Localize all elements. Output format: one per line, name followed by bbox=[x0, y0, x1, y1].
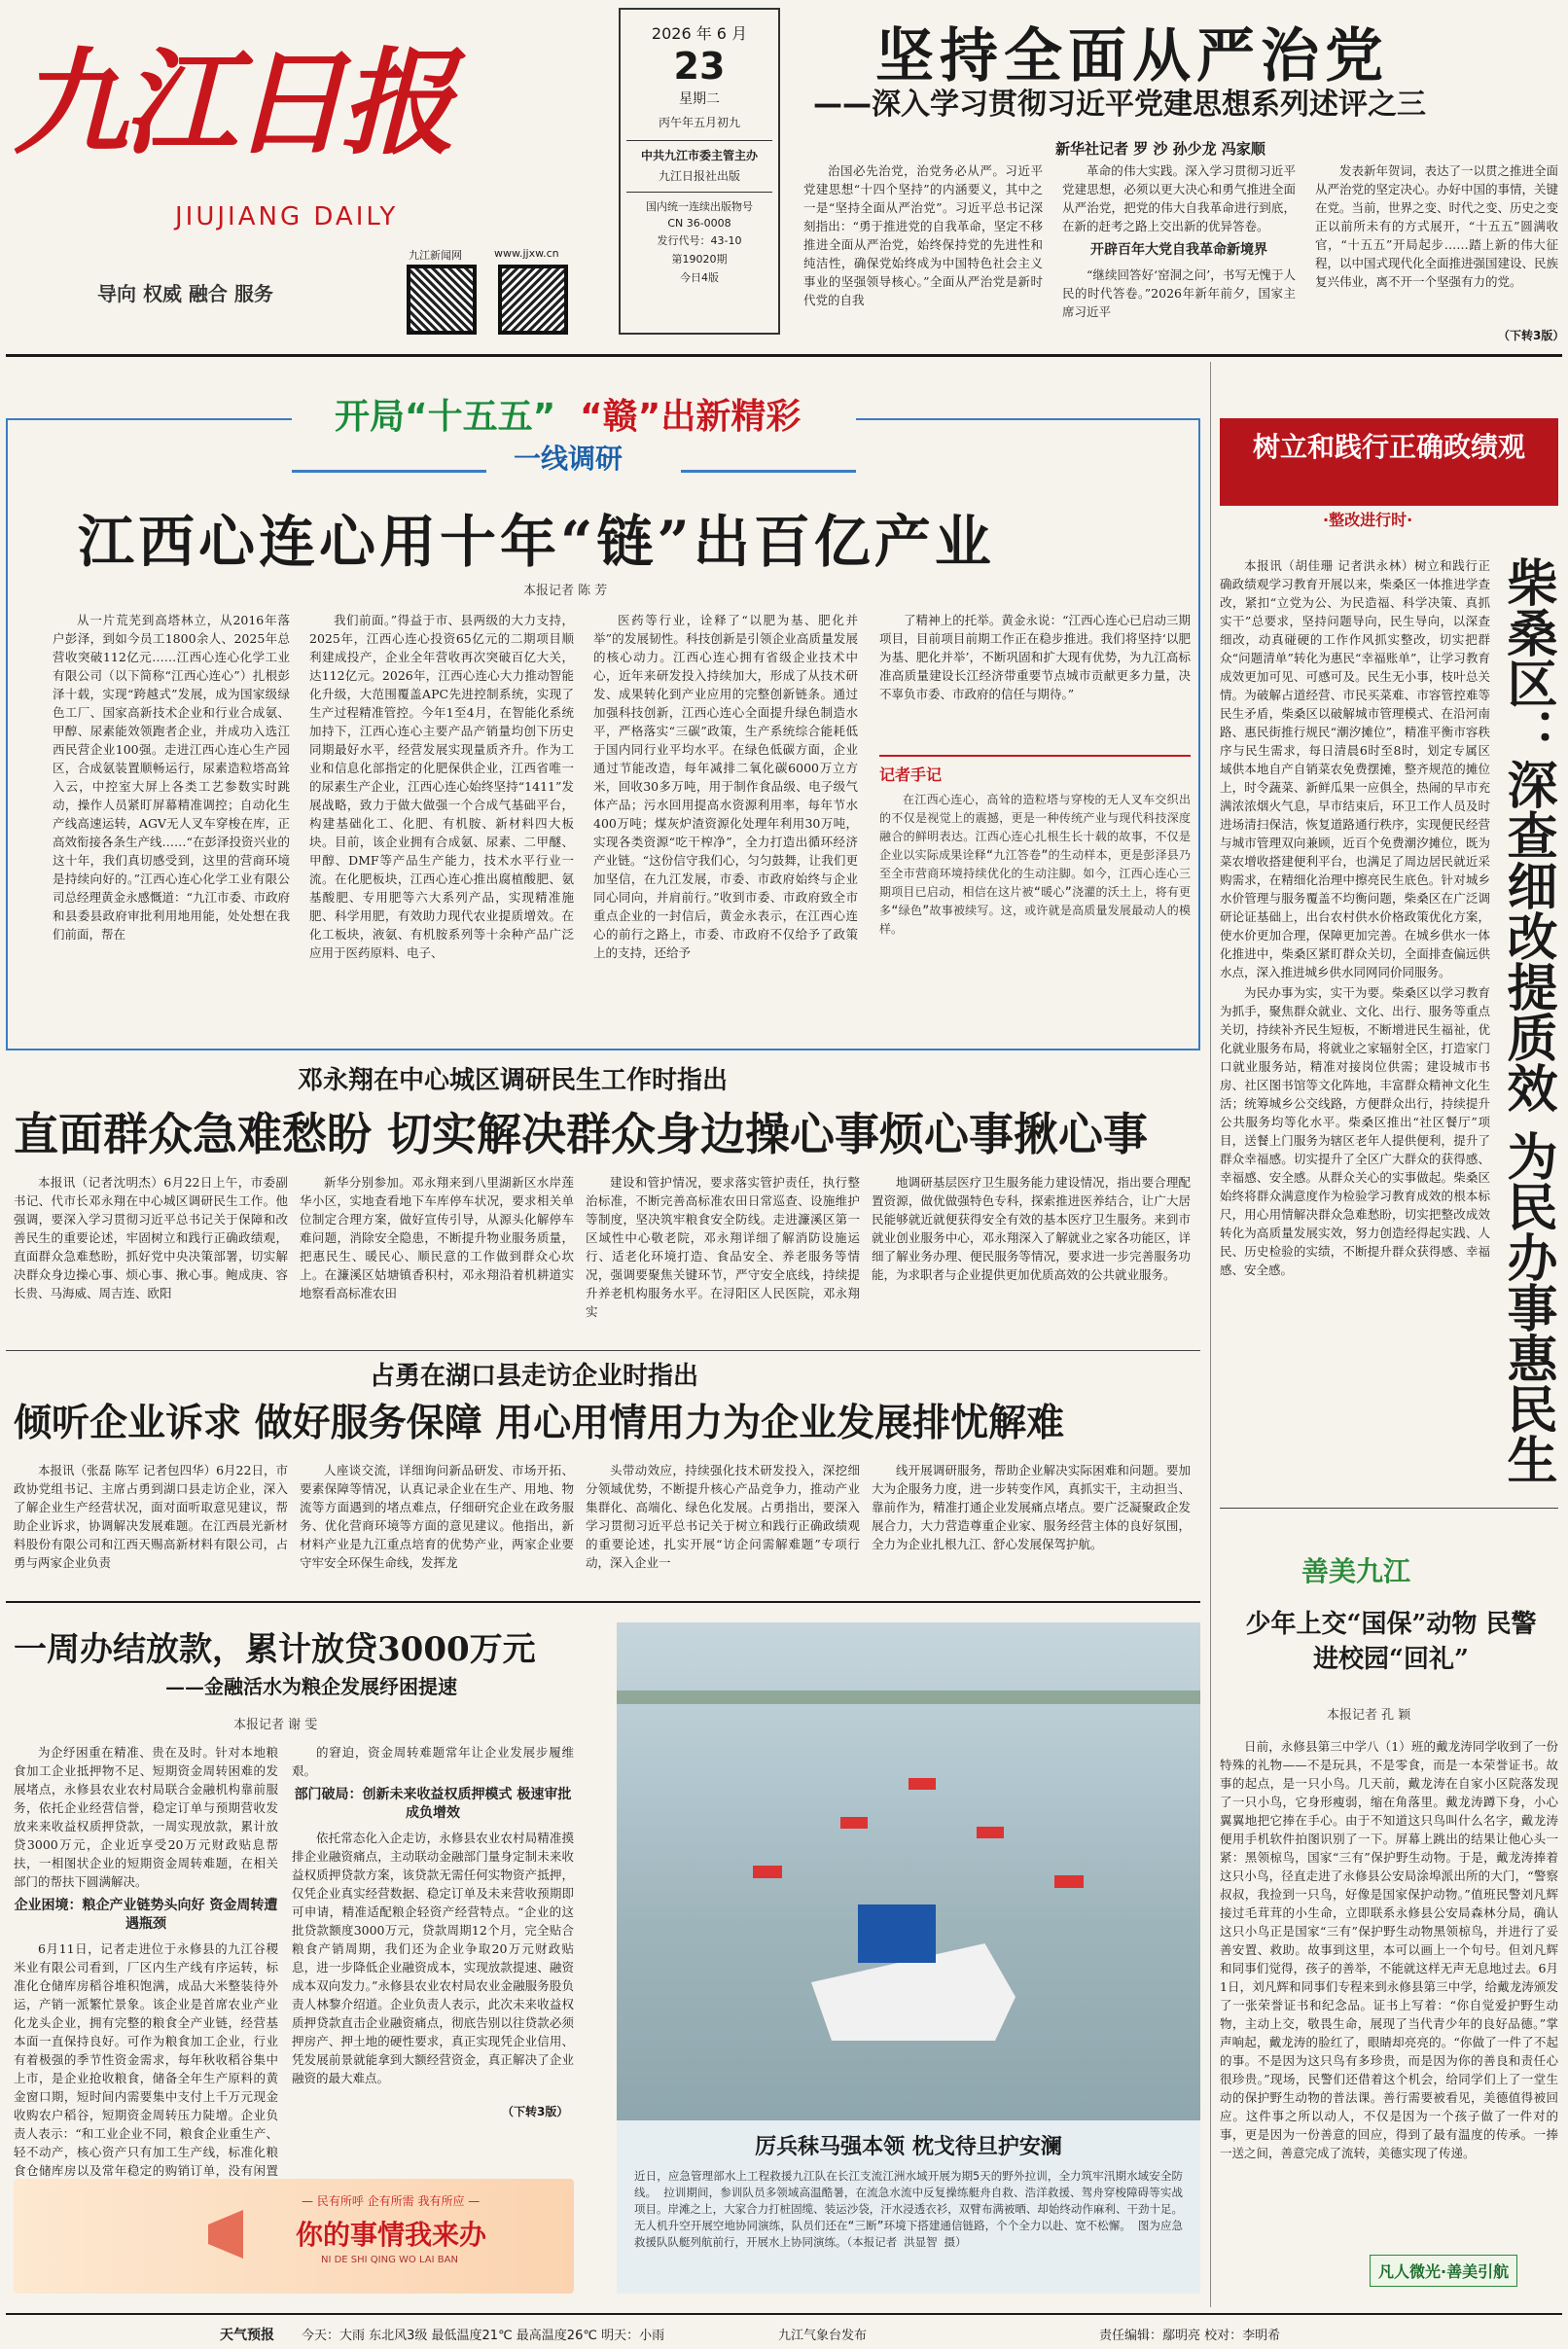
dateline-box bbox=[619, 8, 780, 335]
page-count: 今日4版 bbox=[680, 271, 719, 284]
qr-code-left bbox=[407, 265, 477, 335]
top-col-1: 治国必先治党，治党务必从严。习近平党建思想“十四个坚持”的内涵要义，其中之一是“坚持全面从严治党”。习近平总书记深刻指出：“勇于推进党的自我革命，坚定不移推进全面从严治党，始终保持党的先进性和纯洁性，确保党始终成为中国特色社会主义事业的坚强领导核心。”全面从严治党是新时代党的自我 bbox=[803, 163, 1043, 307]
banner-part-a: 开局“十五五” bbox=[335, 397, 556, 437]
small-boat-2 bbox=[840, 1817, 868, 1829]
top-byline: 新华社记者 罗 沙 孙少龙 冯家顺 bbox=[1055, 140, 1265, 158]
masthead-rule bbox=[6, 354, 1562, 357]
story2-col-3: 建设和管护情况，要求落实管护责任，执行整治标准，不断完善高标准农田日常巡查、设施维护等制度，坚决筑牢粮食安全防线。走进濂溪区第一区域性中心敬老院，邓永翔详细了解消防设施运行、适老化环境打造、食品安全、养老服务等情况，强调要聚焦关键环节，严守安全底线，持续提升养老机构服务水平。在浔阳区人民医院，邓永翔实 bbox=[586, 1175, 860, 1319]
story4-continue: （下转3版） bbox=[502, 2105, 569, 2118]
footer-rule bbox=[6, 2313, 1562, 2315]
story4-subhead: ——金融活水为粮企发展纾困提速 bbox=[165, 1675, 457, 1698]
top-subhead: ——深入学习贯彻习近平党建思想系列述评之三 bbox=[813, 88, 1426, 122]
sidebar-banner-title: 树立和践行正确政绩观 bbox=[1252, 431, 1525, 463]
small-boat-5 bbox=[1054, 1875, 1084, 1888]
ad-megaphone-icon bbox=[208, 2210, 267, 2259]
banner-decoration-right bbox=[681, 449, 856, 473]
story4-headline: 一周办结放款，累计放贷3000万元 bbox=[14, 1630, 536, 1669]
small-boat-3 bbox=[977, 1827, 1004, 1838]
feature-headline: 江西心连心用十年“链”出百亿产业 bbox=[78, 509, 995, 575]
story3-col-3: 头带动效应，持续强化技术研发投入，深挖细分领域优势，不断提升核心产品竞争力，推动产业集群化、高端化、绿色化发展。占勇指出，要深入学习贯彻习近平总书记关于树立和践行正确政绩观的重要论述，扎实开展“访企问需解难题”专项行动，深入企业一 bbox=[586, 1463, 860, 1570]
date-year-month: 2026 年 6 月 bbox=[651, 24, 748, 43]
sidebar-rule bbox=[1220, 1508, 1558, 1509]
weather-text: 今天：大雨 东北风3级 最低温度21℃ 最高温度26℃ 明天：小雨 bbox=[302, 2329, 665, 2343]
cn-code: CN 36-0008 bbox=[667, 217, 731, 230]
story3-col-4: 线开展调研服务，帮助企业解决实际困难和问题。要加大为企服务力度，进一步转变作风，真抓实干，主动担当、靠前作为，精准打通企业发展痛点堵点。要广泛凝聚政企发展合力，大力营造尊重企业家、服务经营主体的良好氛围，全力为企业扎根九江、舒心发展保驾护航。 bbox=[872, 1463, 1191, 1551]
banner-part-c: 一线调研 bbox=[514, 443, 624, 475]
news-photo bbox=[617, 1622, 1200, 2120]
photo-caption-title: 厉兵秣马强本领 枕戈待旦护安澜 bbox=[755, 2134, 1062, 2159]
feature-col-2: 我们前面。”得益于市、县两级的大力支持，2025年，江西心连心投资65亿元的二期项目顺利建成投产，企业全年营收再次突破百亿大关，达112亿元。2026年，江西心连心大力推动智能化升级，大范围覆盖APC先进控制系统，实现了生产过程精准管控。今年1至4月，在智能化系统加持下，江西心连心主要产品产销量均创下历史同期最好水平，经营发展实现量质齐升。作为工业和信息化部指定的化肥保供企业，江西省唯一的尿素生产企业，江西心连心始终坚持“1411”发展战略，致力于做大做强一个合成气基础平台，构建基础化工、化肥、有机胺、新材料四大板块。目前，该企业拥有合成氨、尿素、二甲醚、甲醇、DMF等产品生产能力，技术水平行业一流。在化肥板块，江西心连心推出腐植酸肥、氨基酸肥、专用肥等六大系列产品，实现精准施肥、科学用肥，有效助力现代农业提质增效。在化工板块，液氨、有机胺系列等十余种产品广泛应用于医药原料、电子、 bbox=[309, 613, 574, 960]
date-lunar: 丙午年五月初九 bbox=[658, 116, 740, 129]
sponsor: 中共九江市委主管主办 bbox=[640, 149, 758, 162]
weather-label: 天气预报 bbox=[220, 2328, 274, 2343]
small-boat-4 bbox=[753, 1866, 782, 1878]
publisher: 九江日报社出版 bbox=[658, 169, 740, 183]
story4-col-1: 为企纾困重在精准、贵在及时。针对本地粮食加工企业抵押物不足、短期资金周转困难的发展堵点，永修县农业农村局联合金融机构靠前服务，依托企业经营信誉，稳定订单与预期营收发放来来收益权质押贷款，一周实现放款，累计放贷3000万元，企业近享受20万元财政贴息帮扶，一相图状企业的短期资金周转难题，在相关部门的帮扶下圆满解决。 企业困境：粮企产业链势头向好 资金周转遭遇瓶颈 6月11日，记者走进位于永修县的九江谷稷米业有限公司看到，厂区内生产线有序运转，标准化仓储库房稻谷堆积饱满，成品大米整装待外运，产销一派繁忙景象。该企业是首席农业产业化龙头企业，拥有完整的粮食全产业链，经营基本面一直保持良好。可作为粮食加工企业，行业有着极强的季节性资金需求，每年秋收稻谷集中上市，是企业抢收粮食，储备全年生产原料的黄金窗口期，短时间内需要集中支付上千万元现金收购农户稻谷，短期资金周转压力陡增。企业负责人表示：“和工业企业不同，粮食企业重生产、轻不动产，核心资产只有加工生产线，标准化粮食仓储库房以及常年稳定的购销订单，没有闲置 bbox=[14, 1745, 278, 2178]
sidebar-footer-tag: 凡人微光·善美引航 bbox=[1370, 2255, 1517, 2287]
left-sidebar-divider bbox=[1210, 362, 1211, 2307]
sidebar-col-1: 本报讯（胡佳珊 记者洪永林）树立和践行正确政绩观学习教育开展以来，柴桑区一体推进学查改，紧扣“立党为公、为民造福、科学决策、真抓实干”总要求，坚持问题导向，民生导向，以深查细改，动真碰硬的工作作风抓实整改，切实把群众“问题清单”转化为惠民“幸福账单”，让学习教育成效更加可见、可感可及。民生无小事，枝叶总关情。为破解占道经营、市民买菜难、市容管控难等民生矛盾，柴桑区以破解城市管理模式、在沿河南路、惠民街推行规民“潮汐摊位”，精准平衡市容秩序与民生需求，每日清晨6时至8时，划定专属区域供本地自产自销菜农免费摆摊，整齐规范的摊位上，时令蔬菜、新鲜瓜果一应俱全，热闹的早市充满浓浓烟火气息，早市结束后，环卫工作人员及时进场清扫保洁，恢复道路通行秩序，实现便民经营与城市管理双向兼顾，近百个免费潮汐摊位，既为菜农增收搭建便利平台，也满足了周边居民就近采购需求，在精细化治理中擦亮民生底色。针对城乡水价管理与服务覆盖不均衡问题，柴桑区在广泛调研论证基础上，出台农村供水价格政策优化方案，使水价更加合理，保障更加完善。在城乡供水一体化推进中，柴桑区紧盯群众关切，全面排查偏远供水点，深入推进城乡供水同网同价同服务。 为民办事为实，实干为要。柴桑区以学习教育为抓手，聚焦群众就业、文化、出行、服务等重点关切，持续补齐民生短板，不断增进民生福祉，优化就业服务布局，将就业之家辐射全区，打造家门口就业服务站，精准对接岗位供需；建设城市书房、社区图书馆等文化阵地，丰富群众精神文化生活；统筹城乡公交线路，方便群众出行，持续提升公共服务均等化水平。柴桑区推出“社区餐厅”项目，送餐上门服务为辖区老年人提供便利，提升了群众幸福感。切实提升了全区广大群众的获得感、幸福感、安全感。从群众关心的实事做起。柴桑区始终将群众满意度作为检验学习教育成效的根本标尺，用心用情解决群众急难愁盼，切实把整改成效转化为高质量发展实效，努力创造经得起实践、人民、历史检验的实绩，不断提升群众获得感、幸福感、安全感。 bbox=[1220, 558, 1490, 1277]
story4-subhead-1: 企业困境：粮企产业链势头向好 资金周转遭遇瓶颈 bbox=[14, 1898, 278, 1932]
top-continue: （下转3版） bbox=[1498, 329, 1565, 342]
sidebar-banner-sub: ·整改进行时· bbox=[1323, 511, 1413, 529]
reporter-note-title: 记者手记 bbox=[879, 765, 943, 784]
story3-col-2: 人座谈交流，详细询问新品研发、市场开拓、要素保障等情况，认真记录企业在生产、用地、物流等方面遇到的堵点难点，仔细研究企业在政务服务、优化营商环境等方面的意见建议。他指出，新材料产业是九江重点培育的优势产业，两家企业要守牢安全环保生命线，发挥龙 bbox=[300, 1463, 574, 1570]
feature-banner bbox=[292, 383, 856, 477]
photo-caption-body: 近日，应急管理部水上工程救援九江队在长江支流江洲水域开展为期5天的野外拉训，全力筑牢汛期水域安全防线。 拉训期间，参训队员多领域高温酷暑，在流急水流中反复操练艇舟自救、浩洋救援、驾舟穿梭障碍等实战项目。岸滩之上，大家合力打桩固缆、装运沙袋，汗水浸透衣衫，双臂布满被晒、却始终动作麻利、干劲十足。无人机升空开展空地协同演练，队员们还在“三断”环境下搭建通信链路，个个全力以赴、宽不松懈。 图为应急救援队队艇列航前行，开展水上协同演练。（本报记者 洪显智 摄） bbox=[634, 2169, 1183, 2249]
sidebar-banner bbox=[1220, 418, 1558, 506]
story2-rule bbox=[6, 1350, 1200, 1351]
qr-caption-site: 九江新闻网 bbox=[409, 249, 462, 262]
top-headline: 坚持全面从严治党 bbox=[875, 22, 1389, 90]
feature-byline: 本报记者 陈 芳 bbox=[523, 584, 608, 598]
editor-credit: 责任编辑：鄢明亮 校对：李明希 bbox=[1099, 2329, 1281, 2343]
banner-decoration bbox=[292, 449, 486, 473]
reporter-note-body: 在江西心连心，高耸的造粒塔与穿梭的无人叉车交织出的不仅是视觉上的震撼，更是一种传统产业与现代科技深度融合的鲜明表达。江西心连心扎根生长十载的故事，不仅是企业以实际成果诠释“九江答卷”的生动样本，更是彭泽县乃至全市营商环境持续优化的生动注脚。如今，江西心连心三期项目已启动，相信在这片被“暖心”浇灌的沃土上，将有更多“绿色”故事被续写。这，或许就是高质量发展最动人的模样。 bbox=[879, 793, 1191, 936]
motto: 导向 权威 融合 服务 bbox=[97, 282, 273, 305]
postal-code: 发行代号：43-10 bbox=[657, 234, 742, 247]
ad-small-text: — 民有所呼 企有所需 我有所应 — bbox=[302, 2194, 481, 2208]
story2-col-1: 本报讯（记者沈明杰）6月22日上午，市委副书记、代市长邓永翔在中心城区调研民生工作。他强调，要深入学习贯彻习近平总书记关于保障和改善民生的重要论述，牢固树立和践行正确政绩观，直面群众急难愁盼，抓好党中央决策部署，切实解决群众身边操心事、烦心事、揪心事。鲍成庚、容长贵、马海威、周吉连、欧阳 bbox=[14, 1175, 288, 1300]
ad-main-text: 你的事情我来办 bbox=[296, 2219, 487, 2251]
sidebar-story-headline: 少年上交“国保”动物 民警进校园“回礼” bbox=[1245, 1610, 1537, 1674]
ad-banner bbox=[14, 2179, 574, 2294]
logo: 九江日报 bbox=[14, 35, 450, 170]
story3-rule bbox=[6, 1601, 1200, 1603]
story2-col-4: 地调研基层医疗卫生服务能力建设情况，指出要合理配置资源，做优做强特色专科，探索推进医养结合，让广大居民能够就近就便获得安全有效的基本医疗卫生服务。来到市就业创业服务中心，邓永翔深入了解就业之家各功能区，详细了解业务办理、便民服务等情况，要求进一步完善服务功能，为求职者与企业提供更加优质高效的公共就业服务。 bbox=[872, 1175, 1191, 1282]
date-weekday: 星期二 bbox=[679, 91, 720, 107]
top-col-2: 革命的伟大实践。深入学习贯彻习近平党建思想，必须以更大决心和勇气推进全面从严治党，把党的伟大自我革命进行到底，在新的赶考之路上交出新的优异答卷。 开辟百年大党自我革命新境界 “继续回答好‘窑洞之问’，书写无愧于人民的时代答卷。”2026年新年前夕，国家主席习近平 bbox=[1062, 163, 1296, 319]
weather-source: 九江气象台发布 bbox=[778, 2329, 868, 2343]
story4-subhead-2: 部门破局：创新未来收益权质押模式 极速审批成负增效 bbox=[294, 1787, 572, 1821]
feature-col-1: 从一片荒芜到高塔林立，从2016年落户彭泽，到如今员工1800余人、2025年总营收突破112亿元……江西心连心化学工业有限公司（以下简称“江西心连心”）扎根彭泽十载，实现“跨越式”发展，成为国家级绿色工厂、国家高新技术企业和行业合成氨、甲醇、尿素能效领跑者企业，并成功入选江西民营企业100强。走进江西心连心生产园区，合成氨装置顺畅运行，尿素造粒塔高耸入云，中控室大屏上各类工艺参数实时跳动，操作人员紧盯屏幕精准调控；自动化生产线高速运转，AGV无人叉车穿梭在库，正高效衔接各条生产线……“在彭泽投资兴业的这十年，我们真切感受到，这里的营商环境是持续向好的。”江西心连心化学工业有限公司总经理黄金永感慨道：“九江市委、市政府和县委县政府审批利用地用能，处处想在我们前面，帮在 bbox=[53, 613, 290, 942]
sidebar-story-body: 日前，永修县第三中学八（1）班的戴龙涛同学收到了一份特殊的礼物——不是玩具，不是零食，而是一本荣誉证书。故事的起点，是一只小鸟。几天前，戴龙涛在自家小区院落发现了一只小鸟，它身形瘦弱，缩在角落里。戴龙涛蹲下身，小心翼翼地把它捧在手心。由于不知道这只鸟叫什么名字，戴龙涛便用手机软件拍图识别了一下。屏幕上跳出的结果让他心头一紧：黑领椋鸟，国家“三有”保护野生动物。于是，戴龙涛捧着这只小鸟，径直走进了永修县公安局涂埠派出所的大门，“警察叔叔，我捡到一只鸟，好像是国家保护动物。”值班民警刘凡辉接过毛茸茸的小生命，立即联系永修县公安局森林分局，确认这只小鸟正是国家“三有”保护野生动物黑领椋鸟，并进行了妥善安置、救助。故事到这里，本可以画上一个句号。但刘凡辉和同事们觉得，孩子的善举，不能就这样无声无息地过去。6月1日，刘凡辉和同事们专程来到永修县第三中学，给戴龙涛颁发了一张荣誉证书和纪念品。证书上写着：“你自觉爱护野生动物，主动上交，敬畏生命，展现了当代青少年的良好品德。”掌声响起，戴龙涛的脸红了，眼睛却亮亮的。“你做了一件了不起的事。不是因为这只鸟有多珍贵，而是因为你的善良和责任心很珍贵。”现场，民警们还借着这个机会，给同学们上了一堂生动的保护野生动物的普法课。善行需要被看见，美德值得被回应。这件事之所以动人，不仅是因为一个孩子做了一件对的事，更是因为一份善意的回应，得到了最有温度的传承。一捧一送之间，善意完成了流转，美德实现了传递。 bbox=[1220, 1739, 1558, 2160]
banner-part-b: “赣”出新精彩 bbox=[580, 397, 802, 437]
story3-headline: 倾听企业诉求 做好服务保障 用心用情用力为企业发展排忧解难 bbox=[14, 1401, 1065, 1445]
small-boat-1 bbox=[909, 1778, 936, 1790]
feature-col-4: 了精神上的托举。黄金永说：“江西心连心已启动三期项目，目前项目前期工作正在稳步推进。我们将坚持‘以肥为基、肥化并举’，不断巩固和扩大现有优势，为九江高标准高质量建设长江经济带重要节点城市贡献更多力量，决不辜负市委、市政府的信任与期待。” bbox=[879, 613, 1191, 701]
logo-english: JIUJIANG DAILY bbox=[175, 202, 399, 231]
date-day: 23 bbox=[673, 45, 726, 88]
photo-caption-box bbox=[617, 2120, 1200, 2294]
story4-byline: 本报记者 谢 雯 bbox=[233, 1718, 318, 1732]
story3-col-1: 本报讯（张磊 陈军 记者包四华）6月22日，市政协党组书记、主席占勇到湖口县走访企业，深入了解企业生产经营状况，面对面听取意见建议，帮助企业诉求，协调解决发展难题。在江西晨光新材料股份有限公司和江西天赐高新材料有限公司，占勇与两家企业负责 bbox=[14, 1463, 288, 1570]
story2-kicker: 邓永翔在中心城区调研民生工作时指出 bbox=[298, 1066, 729, 1095]
rescue-boat-cabin bbox=[858, 1904, 936, 1963]
sidebar-column-title: 善美九江 bbox=[1301, 1555, 1411, 1587]
qr-code-right bbox=[498, 265, 568, 335]
top-col-2-subhead: 开辟百年大党自我革命新境界 bbox=[1090, 242, 1267, 258]
photo-shoreline bbox=[617, 1691, 1200, 1704]
qr-caption-url: www.jjxw.cn bbox=[494, 247, 559, 260]
sidebar-story-byline: 本报记者 孔 颖 bbox=[1327, 1708, 1411, 1723]
sidebar-big-headline: 柴桑区：深查细改提质效 为民办事惠民生 bbox=[1498, 556, 1557, 1485]
ad-pinyin: NI DE SHI QING WO LAI BAN bbox=[321, 2255, 458, 2265]
top-col-3: 发表新年贺词，表达了一以贯之推进全面从严治党的坚定决心。办好中国的事情，关键在党。当前，世界之变、时代之变、历史之变正以前所未有的方式展开，“十五五”圆满收官，“十五五”开局起步……踏上新的伟大征程，以中国式现代化全面推进强国建设、民族复兴伟业，离不开一个坚强有力的党。 bbox=[1315, 163, 1558, 289]
reporter-note-box bbox=[879, 755, 1191, 1039]
story2-col-2: 新华分别参加。邓永翔来到八里湖新区水岸莲华小区，实地查看地下车库停车状况，要求相关单位制定合理方案，做好宣传引导，从源头化解停车难问题，消除安全隐患，不断提升物业服务质量，把惠民生、暖民心、顺民意的工作做到群众心坎上。在濂溪区姑塘镇香积村，邓永翔沿着机耕道实地察看高标准农田 bbox=[300, 1175, 574, 1300]
feature-col-3: 医药等行业，诠释了“以肥为基、肥化并举”的发展韧性。科技创新是引领企业高质量发展的核心动力。江西心连心拥有省级企业技术中心，近年来研发投入持续加大，形成了从技术研发、成果转化到产业应用的完整创新链条。通过加强科技创新，江西心连心全面提升绿色制造水平，严格落实“三碳”政策，生产系统综合能耗低于国内同行业平均水平。在绿色低碳方面，企业通过节能改造，每年减排二氧化碳6000万立方米，回收30多万吨，用于制作食品级、电子级气体产品；污水回用提高水资源利用率，每年节水400万吨；煤灰炉渣资源化处理年利用30万吨，实现各类资源“吃干榨净”，全力打造出循环经济产业链。“这份信守我们心，匀匀鼓舞，让我们更加坚信，在九江发展，市委、市政府始终与企业同心同向，并肩前行。”收到市委、市政府致全市重点企业的一封信后，黄金永表示，在江西心连心的前行之路上，市委、市政府不仅给予了政策上的支持，还给予 bbox=[593, 613, 858, 960]
story2-headline: 直面群众急难愁盼 切实解决群众身边操心事烦心事揪心事 bbox=[14, 1108, 1149, 1160]
cn-label: 国内统一连续出版物号 bbox=[646, 200, 753, 213]
issue-number: 第19020期 bbox=[671, 253, 728, 266]
story3-kicker: 占勇在湖口县走访企业时指出 bbox=[370, 1362, 699, 1391]
story4-col-2: 的窘迫，资金周转难题常年让企业发展步履维艰。 部门破局：创新未来收益权质押模式 极速审批成负增效 依托常态化入企走访，永修县农业农村局精准摸排企业融资痛点，主动联动金融部门量身定制未来收益权质押贷款方案，该贷款无需任何实物资产抵押，仅凭企业真实经营数据、稳定订单及未来营收预期即可申请，精准适配粮企轻资产经营特点。“企业的这批贷款额度3000万元，贷款周期12个月，完全贴合粮食产销周期，我们还为企业争取20万元财政贴息，进一步降低企业融资成本，实现放款提速、融资成本双向发力。”永修县农业农村局农业金融服务股负责人林黎介绍道。企业负责人表示，此次未来收益权质押贷款直击企业融资痛点，彻底告别以往贷款必须押房产、押土地的硬性要求，真正实现凭企业信用、凭发展前景就能拿到大额经营资金，真正解决了企业融资的最大难点。 bbox=[292, 1745, 574, 2085]
